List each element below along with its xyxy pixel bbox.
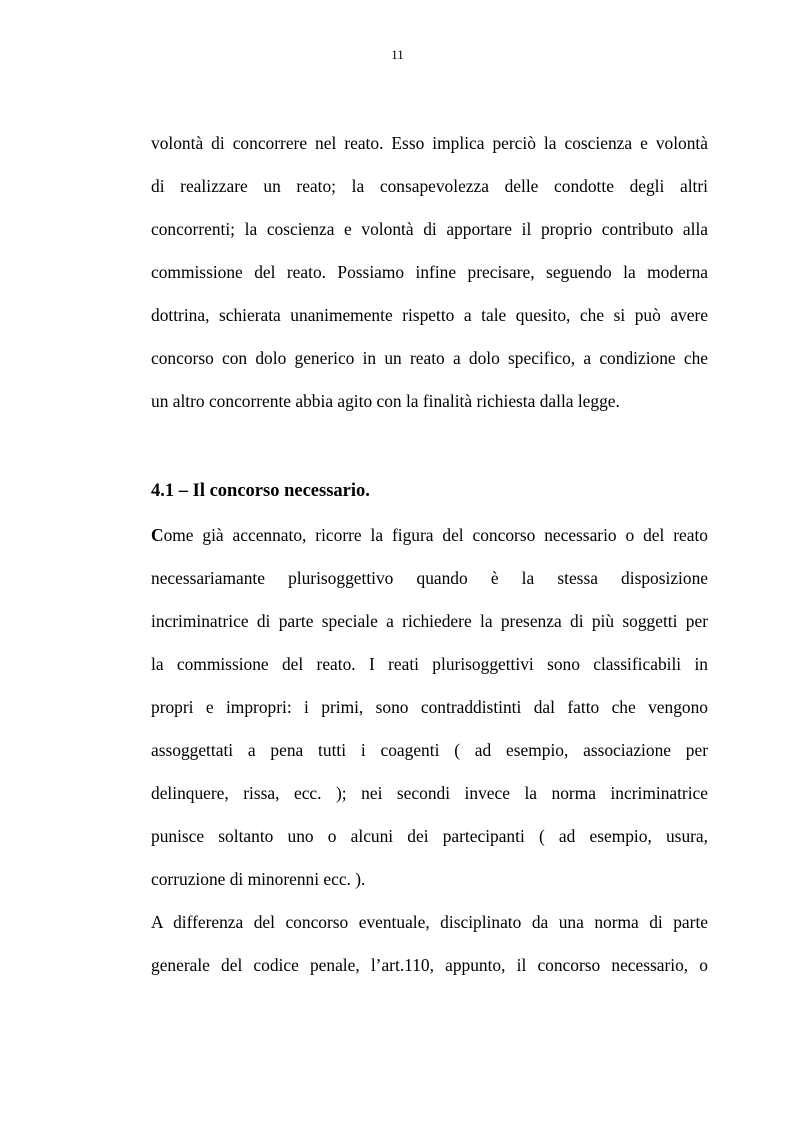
text-line: punisce soltanto uno o alcuni dei partecipanti ( ad esempio, usura, [151, 826, 708, 846]
text-line: volontà di concorrere nel reato. Esso implica perciò la coscienza e volontà [151, 133, 708, 153]
text-line: la commissione del reato. I reati plurisoggettivi sono classificabili in [151, 654, 708, 674]
section-heading: 4.1 – Il concorso necessario. [151, 481, 370, 501]
text-line: dottrina, schierata unanimemente rispetto a tale quesito, che si può avere [151, 305, 708, 325]
page-number: 11 [391, 47, 404, 62]
text-line: generale del codice penale, l’art.110, appunto, il concorso necessario, o [151, 955, 708, 975]
drop-cap: C [151, 525, 164, 545]
text-line: un altro concorrente abbia agito con la finalità richiesta dalla legge. [151, 391, 620, 411]
text-line: incriminatrice di parte speciale a richiedere la presenza di più soggetti per [151, 611, 708, 631]
first-line-text: ome già accennato, ricorre la figura del concorso necessario o del reato [163, 525, 708, 545]
text-line: necessariamante plurisoggettivo quando è la stessa disposizione [151, 568, 708, 588]
text-line-first [151, 524, 708, 546]
text-line: delinquere, rissa, ecc. ); nei secondi invece la norma incriminatrice [151, 783, 708, 803]
text-line: assoggettati a pena tutti i coagenti ( ad esempio, associazione per [151, 740, 708, 760]
text-line: concorrenti; la coscienza e volontà di apportare il proprio contributo alla [151, 219, 708, 239]
text-line: propri e impropri: i primi, sono contraddistinti dal fatto che vengono [151, 697, 708, 717]
text-line: corruzione di minorenni ecc. ). [151, 869, 366, 889]
text-line: di realizzare un reato; la consapevolezza delle condotte degli altri [151, 176, 708, 196]
text-line: concorso con dolo generico in un reato a dolo specifico, a condizione che [151, 348, 708, 368]
text-line: A differenza del concorso eventuale, disciplinato da una norma di parte [151, 912, 708, 932]
text-line: commissione del reato. Possiamo infine precisare, seguendo la moderna [151, 262, 708, 282]
